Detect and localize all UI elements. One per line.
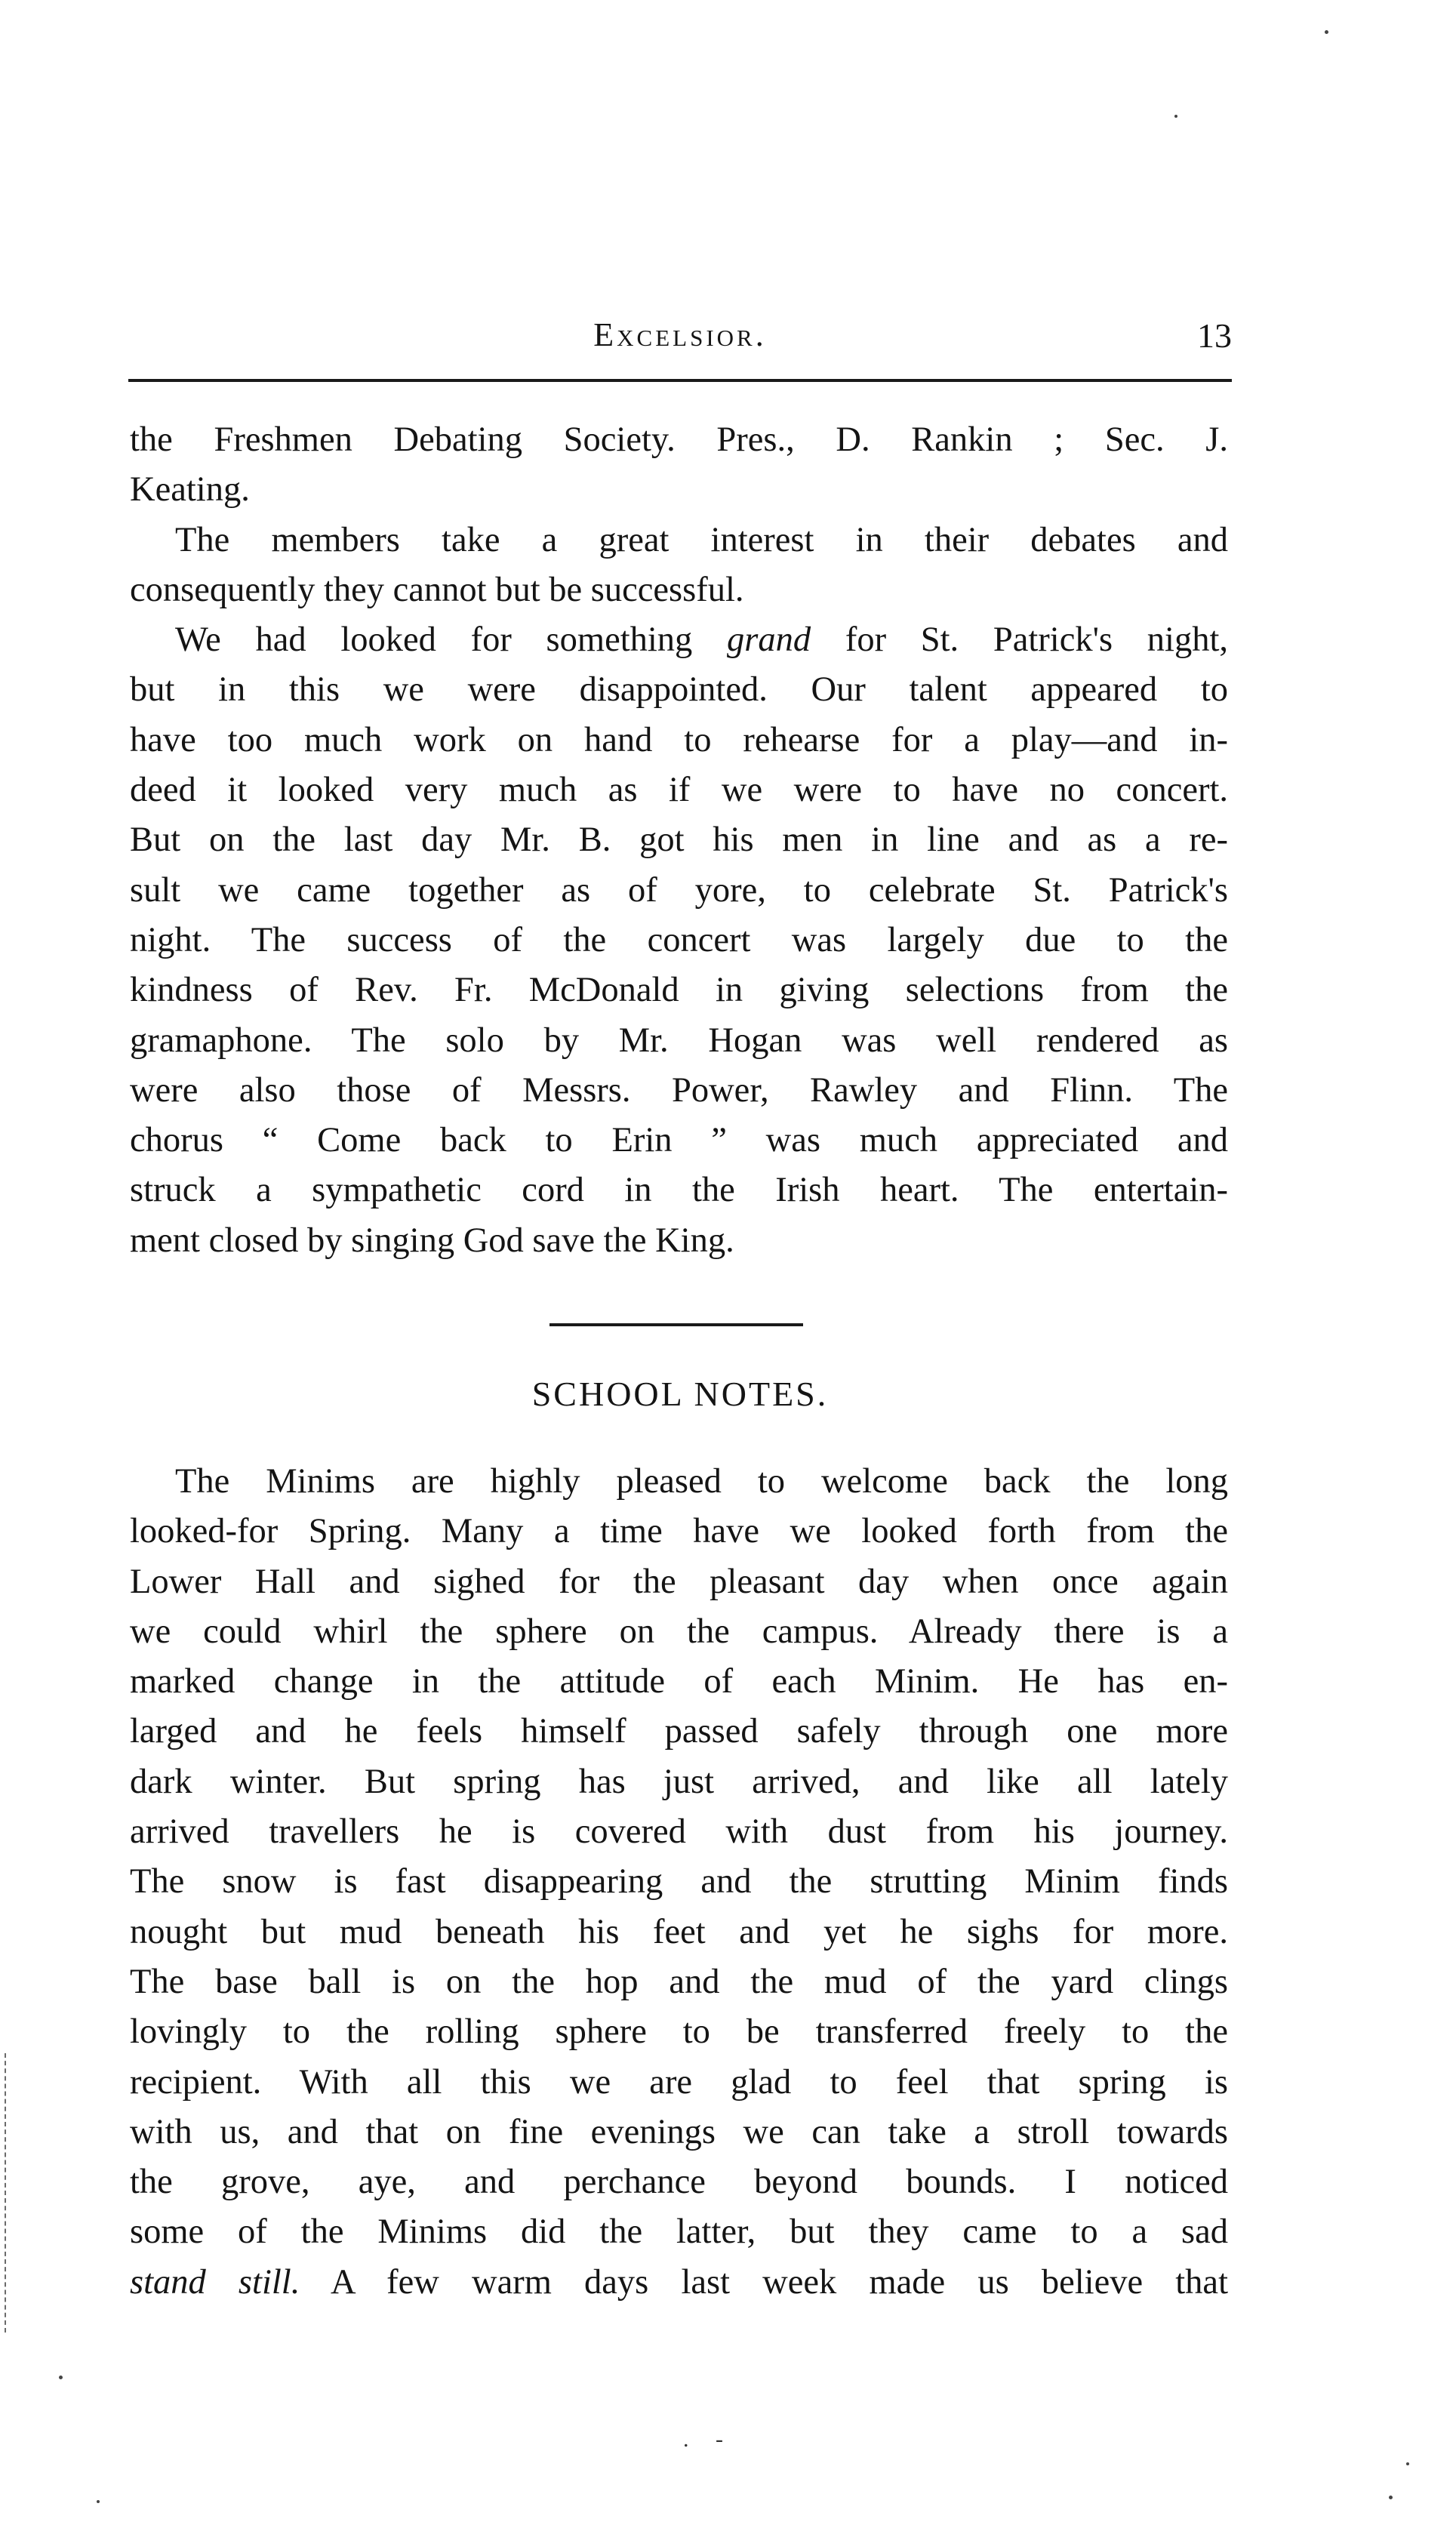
text-line-with-italic: We had looked for something grand for St. Patrick's night, (175, 620, 1228, 660)
scan-speck (1174, 115, 1177, 118)
page-number: 13 (1197, 316, 1232, 355)
text-line: the Freshmen Debating Society. Pres., D. Rankin ; Sec. J. (130, 420, 1228, 459)
text-line-with-italic: stand still. A few warm days last week made us believe that (130, 2262, 1228, 2302)
text-line: larged and he feels himself passed safely through one more (130, 1712, 1228, 1751)
scan-speck (1406, 2462, 1409, 2465)
scan-speck (1389, 2496, 1393, 2499)
scan-speck (1325, 30, 1328, 34)
text-line: nought but mud beneath his feet and yet he sighs for more. (130, 1912, 1228, 1951)
running-title: Excelsior. (593, 316, 767, 353)
margin-scan-edge (5, 2053, 6, 2333)
text-line: struck a sympathetic cord in the Irish heart. The entertain- (130, 1171, 1228, 1210)
text-line: chorus “ Come back to Erin ” was much appreciated and (130, 1121, 1228, 1160)
text-line: have too much work on hand to rehearse for a play—and in- (130, 720, 1228, 759)
text-block-debating (130, 415, 1228, 1266)
text-line: we could whirl the sphere on the campus. Already there is a (130, 1612, 1228, 1651)
text-line: Keating. (130, 470, 250, 510)
text-line: dark winter. But spring has just arrived, and like all lately (130, 1762, 1228, 1801)
text-block-school-notes (130, 1457, 1228, 2308)
text-line: marked change in the attitude of each Minim. He has en- (130, 1662, 1228, 1701)
header-rule (128, 379, 1232, 382)
text-line: some of the Minims did the latter, but they came to a sad (130, 2212, 1228, 2252)
text-line: The members take a great interest in their debates and (175, 520, 1228, 559)
italic-phrase-stand-still: stand still. (130, 2262, 300, 2302)
text-line: lovingly to the rolling sphere to be transferred freely to the (130, 2012, 1228, 2052)
section-heading: SCHOOL NOTES. (531, 1375, 829, 1413)
scan-speck (59, 2376, 63, 2379)
text-line: consequently they cannot but be successful. (130, 570, 744, 609)
text-line: arrived travellers he is covered with dust from his journey. (130, 1812, 1228, 1852)
text-line: The snow is fast disappearing and the strutting Minim finds (130, 1862, 1228, 1901)
text-line: The base ball is on the hop and the mud of the yard clings (130, 1962, 1228, 2001)
text-line: recipient. With all this we are glad to feel that spring is (130, 2062, 1228, 2102)
text-line: looked-for Spring. Many a time have we looked forth from the (130, 1512, 1228, 1551)
text-line: deed it looked very much as if we were to have no concert. (130, 771, 1228, 810)
text-line: ment closed by singing God save the King. (130, 1221, 734, 1260)
text-line: The Minims are highly pleased to welcome back the long (175, 1462, 1228, 1501)
italic-word-grand: grand (727, 620, 811, 660)
text-line: with us, and that on fine evenings we can take a stroll towards (130, 2112, 1228, 2151)
text-line: night. The success of the concert was largely due to the (130, 920, 1228, 959)
text-line: gramaphone. The solo by Mr. Hogan was well rendered as (130, 1021, 1228, 1060)
text-line: kindness of Rev. Fr. McDonald in giving selections from the (130, 971, 1228, 1010)
text-line: But on the last day Mr. B. got his men in line and as a re- (130, 821, 1228, 860)
text-line: Lower Hall and sighed for the pleasant day when once again (130, 1562, 1228, 1601)
text-line: but in this we were disappointed. Our talent appeared to (130, 670, 1228, 710)
scan-speck (97, 2500, 100, 2503)
text-line: sult we came together as of yore, to celebrate St. Patrick's (130, 870, 1228, 910)
running-head (128, 316, 1232, 368)
section-divider (549, 1323, 803, 1326)
footer-mark: . - (683, 2427, 734, 2452)
text-line: the grove, aye, and perchance beyond bounds. I noticed (130, 2163, 1228, 2202)
text-line: were also those of Messrs. Power, Rawley and Flinn. The (130, 1070, 1228, 1110)
